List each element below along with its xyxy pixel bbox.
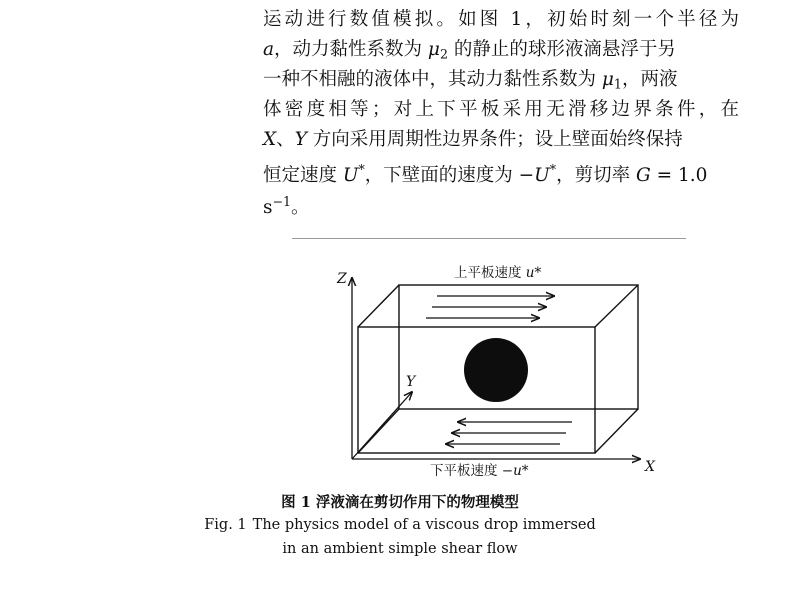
var-u: U	[342, 164, 359, 186]
paragraph-text: 的静止的球形液滴悬浮于另	[447, 39, 676, 60]
spherical-drop	[464, 338, 528, 402]
var-u: U	[534, 164, 550, 186]
period: 。	[291, 196, 310, 218]
box-edge	[358, 409, 399, 453]
bottom-plate-label	[430, 462, 529, 479]
paragraph-text: ，剪切率	[556, 164, 636, 186]
paragraph-text: 一种不相融的液体中，其动力黏性系数为	[263, 69, 602, 90]
y-axis-label: Y	[406, 374, 416, 390]
paragraph-text: ，两液	[621, 69, 678, 90]
superscript-minus-one: −1	[272, 194, 292, 209]
separator: 、	[276, 129, 295, 150]
bottom-plate-label-cn: 下平板速度	[430, 463, 502, 479]
paragraph-text: = 1.0	[650, 164, 708, 186]
paragraph-text: ，动力黏性系数为	[274, 39, 428, 60]
unit-s: s	[263, 196, 273, 218]
box-edge	[358, 285, 399, 327]
figure-caption-en-line2: in an ambient simple shear flow	[282, 541, 518, 557]
paragraph-line-1: 运动进行数值模拟。如图 1，初始时刻一个半径为	[263, 9, 739, 30]
box-edge	[595, 409, 638, 453]
x-axis-label: X	[645, 459, 655, 475]
figure-caption-en-line1	[0, 517, 800, 533]
var-g: G	[635, 164, 651, 186]
z-axis-label: Z	[337, 271, 347, 287]
figure-number: Fig. 1	[204, 517, 247, 533]
figure-caption-cn: 图 1 浮液滴在剪切作用下的物理模型	[281, 494, 519, 511]
superscript-star: *	[549, 162, 557, 177]
bottom-plate-label-var: −u*	[501, 463, 529, 479]
var-mu2: μ	[427, 39, 440, 60]
var-x: X	[263, 129, 277, 150]
subscript-2: 2	[439, 46, 448, 62]
paragraph-line-4: 体密度相等；对上下平板采用无滑移边界条件，在	[263, 99, 739, 120]
paragraph-text: 方向采用周期性边界条件；设上壁面始终保持	[306, 129, 683, 150]
var-mu1: μ	[601, 69, 614, 90]
subscript-1: 1	[613, 76, 622, 92]
var-y: Y	[294, 129, 307, 150]
superscript-star: *	[358, 162, 365, 177]
figure-caption-en-text: The physics model of a viscous drop immersed	[252, 517, 596, 533]
box-edge	[595, 285, 638, 327]
top-plate-label	[454, 264, 541, 281]
var-a: a	[263, 39, 275, 60]
paragraph-text: 恒定速度	[263, 164, 343, 186]
top-plate-label-cn: 上平板速度	[454, 265, 526, 281]
top-plate-label-var: u*	[525, 265, 542, 281]
paragraph-text: ，下壁面的速度为 −	[364, 164, 535, 186]
